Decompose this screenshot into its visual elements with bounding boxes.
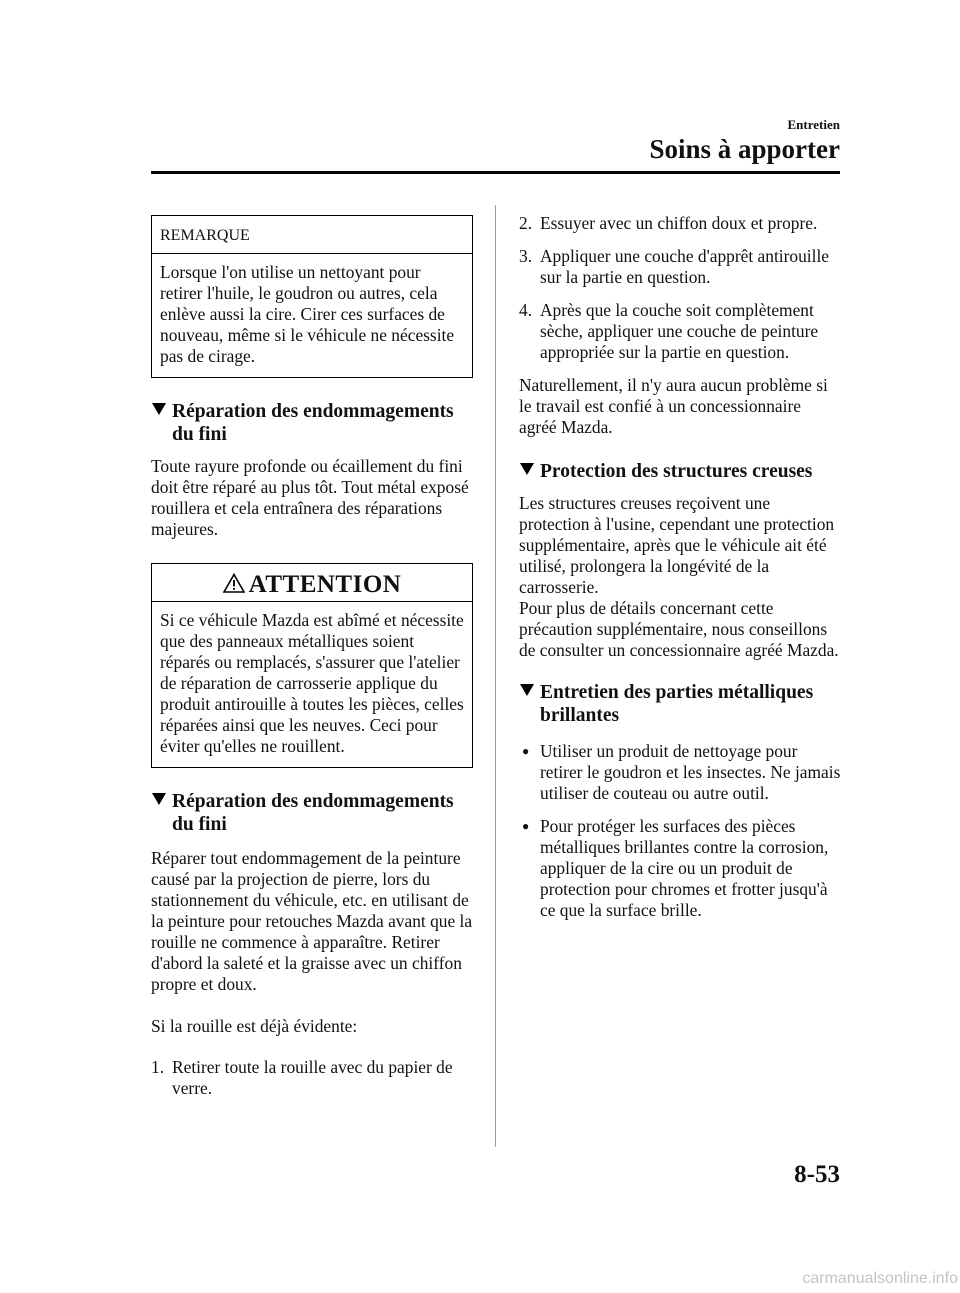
triangle-bullet-icon (519, 683, 535, 697)
step-number: 1. (151, 1057, 165, 1077)
page-title: Soins à apporter (649, 134, 840, 164)
step-text: Appliquer une couche d'apprêt antirouille sur la partie en question. (540, 246, 830, 287)
section-paragraph: Pour plus de détails concernant cette précaution supplémentaire, nous conseillons de consulter un concessionnaire agréé Mazda. (519, 598, 839, 660)
numbered-step (151, 1057, 473, 1099)
step-number: 3. (519, 246, 533, 266)
numbered-step (519, 300, 841, 363)
section-heading-text: Protection des structures creuses (540, 461, 813, 482)
attention-title: ATTENTION (248, 571, 402, 598)
section-heading-text: Réparation des endommagements du fini (172, 791, 454, 835)
attention-header (152, 564, 472, 602)
attention-box (151, 563, 473, 768)
bullet-text: Pour protéger les surfaces des pièces métalliques brillantes contre la corrosion, appliquer de la cire ou un produit de protection pour chromes et frotter jusqu'à ce que la surface brille. (540, 816, 829, 920)
triangle-bullet-icon (519, 462, 535, 476)
numbered-step (519, 213, 841, 234)
section-heading-hollow-structures (519, 460, 841, 483)
bullet-dot-icon: ● (522, 819, 530, 833)
section-heading-finish-repair-2 (151, 790, 473, 836)
rust-intro: Si la rouille est déjà évidente: (151, 1016, 358, 1036)
section-paragraph: Les structures creuses reçoivent une protection à l'usine, cependant une protection supplémentaire, après que le véhicule ait été utilisé, prolongera la longévité de la carrosserie. (519, 493, 835, 597)
section-heading-text: Entretien des parties métalliques brillantes (540, 682, 814, 726)
bullet-item (519, 741, 841, 804)
step-text: Essuyer avec un chiffon doux et propre. (540, 213, 818, 233)
step-text: Retirer toute la rouille avec du papier de verre. (172, 1057, 453, 1098)
step-number: 4. (519, 300, 533, 320)
section-heading-text: Réparation des endommagements du fini (172, 401, 454, 445)
section-label: Entretien (787, 117, 840, 132)
triangle-bullet-icon (151, 402, 167, 416)
triangle-bullet-icon (151, 792, 167, 806)
section-paragraph: Réparer tout endommagement de la peinture causé par la projection de pierre, lors du stationnement du véhicule, etc. en utilisant de la peinture pour retouches Mazda avant que la rouille ne commence à apparaître. Retirer d'abord la saleté et la graisse avec un chiffon propre et doux. (151, 848, 473, 994)
column-divider (495, 205, 496, 1147)
bullet-dot-icon: ● (522, 744, 530, 758)
section-heading-bright-metal (519, 681, 841, 727)
step-number: 2. (519, 213, 533, 233)
conclusion-paragraph: Naturellement, il n'y aura aucun problème si le travail est confié à un concessionnaire agréé Mazda. (519, 375, 828, 437)
attention-text: Si ce véhicule Mazda est abîmé et nécessite que des panneaux métalliques soient réparés ou remplacés, s'assurer que l'atelier de réparation de carrosserie applique du produit antirouille à toutes les pièces, celles réparées ainsi que les neuves. Ceci pour éviter qu'elles ne rouillent. (160, 610, 464, 756)
note-box (151, 215, 473, 378)
numbered-step (519, 246, 841, 288)
watermark: carmanualsonline.info (802, 1270, 958, 1287)
header-divider (151, 171, 840, 174)
bullet-text: Utiliser un produit de nettoyage pour retirer le goudron et les insectes. Ne jamais utiliser de couteau ou autre outil. (540, 741, 841, 803)
left-column (151, 215, 473, 1099)
note-title: REMARQUE (152, 216, 472, 254)
right-column (519, 213, 841, 921)
warning-triangle-icon (223, 573, 245, 593)
bullet-item (519, 816, 841, 921)
note-text: Lorsque l'on utilise un nettoyant pour retirer l'huile, le goudron ou autres, cela enlève aussi la cire. Cirer ces surfaces de nouveau, même si le véhicule ne nécessite pas de cirage. (160, 262, 455, 366)
section-heading-finish-repair-1 (151, 400, 473, 446)
section-paragraph: Toute rayure profonde ou écaillement du fini doit être réparé au plus tôt. Tout métal exposé rouillera et cela entraînera des réparations majeures. (151, 456, 469, 539)
step-text: Après que la couche soit complètement sèche, appliquer une couche de peinture appropriée sur la partie en question. (540, 300, 819, 362)
page-number: 8-53 (794, 1161, 840, 1188)
